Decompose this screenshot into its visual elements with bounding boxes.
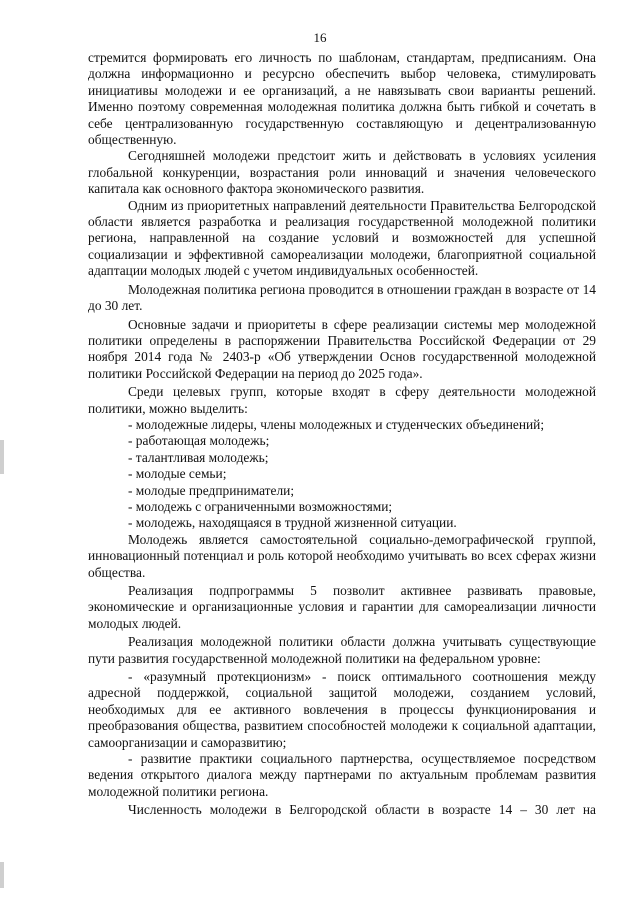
list-item: - работающая молодежь; [128,433,270,449]
paragraph: - «разумный протекционизм» - поиск оптимального соотношения между адресной поддержкой, социальной защитой молодежи, созданием условий, необходимых для ее активного вовлечения в процессы функционирования и преобразования общества, развитием способностей молодежи к социальной адаптации, самоорганизации и саморазвитию; [88,669,596,750]
scan-edge-mark [0,440,4,474]
paragraph: Реализация молодежной политики области должна учитывать существующие пути развития государственной молодежной политики на федеральном уровне: [88,634,596,666]
list-item: - молодые предприниматели; [128,482,295,498]
list-item: - молодежные лидеры, члены молодежных и студенческих объединений; [128,416,545,432]
paragraph: Реализация подпрограммы 5 позволит активнее развивать правовые, экономические и организационные условия и гарантии для самореализации личности молодых людей. [88,583,596,631]
paragraph: Численность молодежи в Белгородской области в возрасте 14 – 30 лет на [128,802,596,818]
paragraph: Сегодняшней молодежи предстоит жить и действовать в условиях усиления глобальной конкуренции, возрастания роли инноваций и значения человеческого капитала как основного фактора экономического развития. [88,148,596,197]
document-body [88,50,596,819]
paragraph: Молодежь является самостоятельной социально-демографической группой, инновационный потенциал и роль которой необходимо учитывать во всех сферах жизни общества. [88,531,596,580]
scan-edge-mark [0,862,4,888]
paragraph: Основные задачи и приоритеты в сфере реализации системы мер молодежной политики определены в распоряжении Правительства Российской Федерации от 29 ноября 2014 года № 2403-р «Об утверждении Основ государственной молодежной политики Российской Федерации на период до 2025 года». [88,316,596,381]
paragraph: Среди целевых групп, которые входят в сферу деятельности молодежной политики, можно выделить: [88,384,596,416]
list-item: - талантливая молодежь; [128,449,269,465]
page-number: 16 [313,30,327,45]
paragraph: Молодежная политика региона проводится в отношении граждан в возрасте от 14 до 30 лет. [88,281,596,314]
list-item: - молодежь, находящаяся в трудной жизненной ситуации. [128,515,457,531]
paragraph: - развитие практики социального партнерства, осуществляемое посредством ведения открытого диалога между партнерами по актуальным проблемам развития молодежной политики региона. [88,751,596,799]
paragraph: Одним из приоритетных направлений деятельности Правительства Белгородской области является разработка и реализация государственной молодежной политики региона, направленной на создание условий и возможностей для успешной социализации и эффективной самореализации молодежи, благоприятной социальной адаптации молодых людей с учетом индивидуальных особенностей. [88,197,596,279]
paragraph: стремится формировать его личность по шаблонам, стандартам, предписаниям. Она должна информационно и ресурсно обеспечить выбор человека, стимулировать инициативы молодежи и ее организаций, а не навязывать свои варианты решений. Именно поэтому современная молодежная политика должна быть гибкой и сочетать в себе централизованную государственную составляющую и децентрализованную общественную. [88,50,596,148]
list-item: - молодежь с ограниченными возможностями; [128,498,393,514]
list-item: - молодые семьи; [128,466,227,482]
